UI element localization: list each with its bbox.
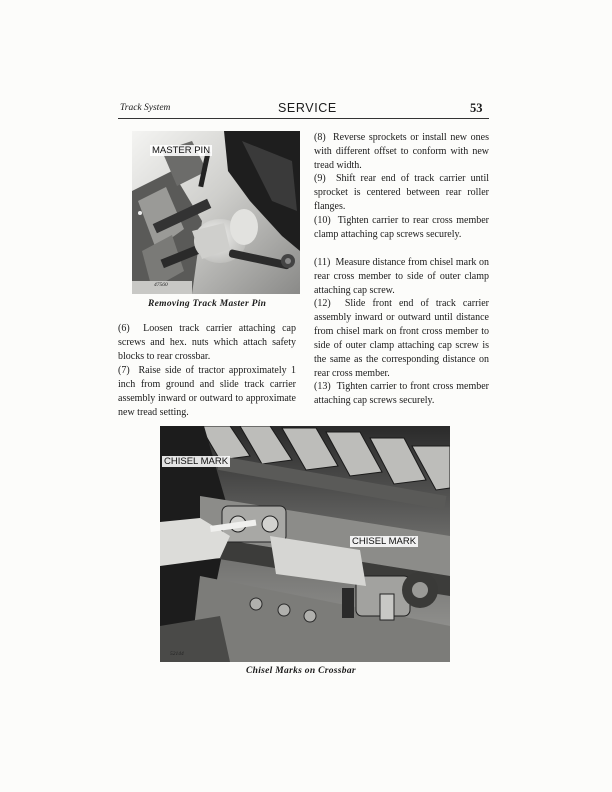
running-header-section: Track System <box>120 103 171 113</box>
figure-number: 52144 <box>170 651 184 657</box>
step-12: (12) Slide front end of track carrier assembly inward or outward until distance from chisel mark on front cross member to side of outer clamp attaching cap screw is the same as the corresponding distance on rear cross member. <box>314 298 489 379</box>
page-number: 53 <box>470 101 483 115</box>
figure-caption: Removing Track Master Pin <box>148 299 267 309</box>
running-header-title: SERVICE <box>278 101 337 115</box>
step-9: (9) Shift rear end of track carrier until sprocket is centered between rear roller flanges. <box>314 173 489 212</box>
step-8: (8) Reverse sprockets or install new ones with different offset to conform with new tread width. <box>314 132 489 171</box>
photo-chisel-marks-crossbar <box>160 426 450 662</box>
step-7: (7) Raise side of tractor approximately 1 inch from ground and slide track carrier assembly inward or outward to approximate new tread setting. <box>118 365 297 418</box>
step-10: (10) Tighten carrier to rear cross member clamp attaching cap screws securely. <box>314 215 490 240</box>
figure-number: 47560 <box>154 282 168 288</box>
figure-caption: Chisel Marks on Crossbar <box>246 666 356 676</box>
step-11: (11) Measure distance from chisel mark on rear cross member to side of outer clamp attaching cap screw. <box>314 257 489 296</box>
step-13: (13) Tighten carrier to front cross member attaching cap screws securely. <box>314 381 490 406</box>
callout-chisel-mark-right: CHISEL MARK <box>352 536 417 547</box>
callout-chisel-mark-left: CHISEL MARK <box>164 456 229 467</box>
photo-removing-master-pin <box>132 131 300 294</box>
step-6: (6) Loosen track carrier attaching cap screws and hex. nuts which attach safety blocks to rear crossbar. <box>118 323 296 362</box>
header-rule <box>118 118 489 119</box>
callout-master-pin: MASTER PIN <box>152 145 211 156</box>
